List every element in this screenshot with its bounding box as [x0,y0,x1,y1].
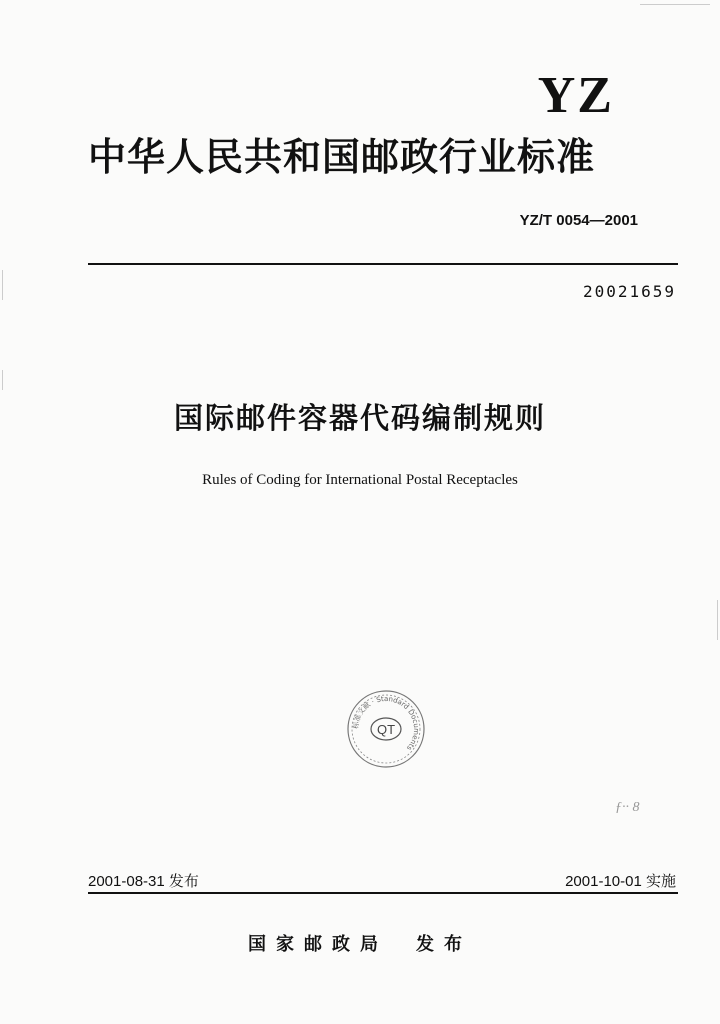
standard-type-title: 中华人民共和国邮政行业标准 [88,135,596,179]
document-title-english: Rules of Coding for International Postal Receptacles [202,472,518,488]
scan-edge-mark [717,600,718,640]
scan-edge-mark [2,270,3,300]
issue-date: 2001-08-31 发布 [88,873,199,890]
document-title-chinese: 国际邮件容器代码编制规则 [173,401,546,435]
implementation-date: 2001-10-01 实施 [565,873,676,890]
footer-divider [88,892,678,894]
stamp-seal-icon [345,688,427,770]
stamp-ring-text: 标准文献 · Standard Documents [351,694,421,752]
header-divider [88,263,678,265]
serial-number: 20021659 [582,282,676,301]
handwritten-note: ƒ·· 8 [615,800,640,815]
scan-edge-mark [2,370,3,390]
standard-code: YZ/T 0054—2001 [519,212,638,229]
publisher: 国家邮政局 发布 [248,934,472,955]
scan-edge-mark [640,4,710,5]
library-stamp [345,688,427,770]
category-mark: YZ [537,67,614,124]
stamp-center-text: QT [376,722,396,737]
